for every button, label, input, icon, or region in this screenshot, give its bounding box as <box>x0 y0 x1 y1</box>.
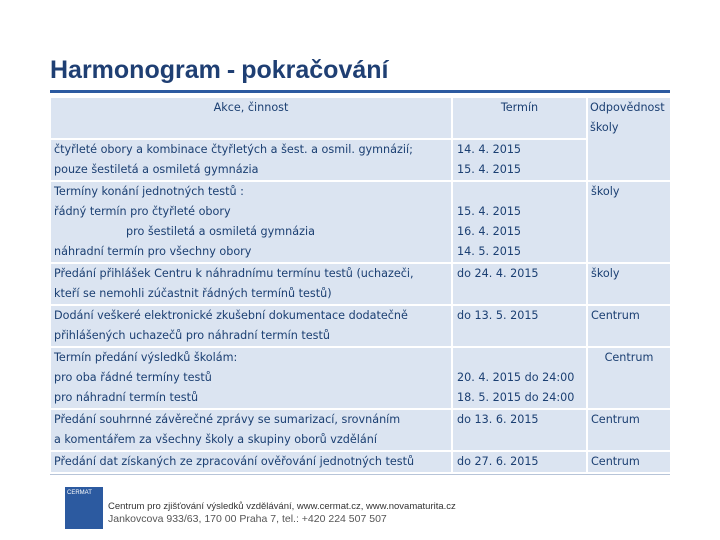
responsibility-cell: školy <box>588 182 670 262</box>
activity-cell: Předání dat získaných ze zpracování ověřování jednotných testů <box>51 452 451 472</box>
footer-line1: Centrum pro zjišťování výsledků vzdělávání, www.cermat.cz, www.novamaturita.cz <box>108 501 456 512</box>
table-row <box>51 140 670 180</box>
table-row <box>51 410 670 450</box>
logo-text: CERMAT <box>67 490 92 496</box>
title-bold: Harmonogram <box>50 56 221 84</box>
footer-line2: Jankovcova 933/63, 170 00 Praha 7, tel.: +420 224 507 507 <box>108 513 387 525</box>
footer-rule <box>50 474 670 475</box>
responsibility-cell: Centrum <box>588 348 670 408</box>
table-row <box>51 306 670 346</box>
activity-cell: Termíny konání jednotných testů : řádný termín pro čtyřleté obory pro šestiletá a osmiletá gymnázia náhradní termín pro všechny obory <box>51 182 451 262</box>
term-cell: do 13. 5. 2015 <box>453 306 586 346</box>
table-row <box>51 264 670 304</box>
term-cell: do 24. 4. 2015 <box>453 264 586 304</box>
activity-cell: Termín předání výsledků školám: pro oba řádné termíny testů pro náhradní termín testů <box>51 348 451 408</box>
schedule-table <box>49 96 672 474</box>
title-dash: - <box>226 56 236 84</box>
term-cell: do 13. 6. 2015 <box>453 410 586 450</box>
responsibility-cell: Centrum <box>588 410 670 450</box>
page-title <box>50 54 388 86</box>
term-cell: 14. 4. 2015 15. 4. 2015 <box>453 140 586 180</box>
table-row <box>51 182 670 262</box>
responsibility-cell: školy <box>588 264 670 304</box>
header-activity: Akce, činnost <box>51 98 451 138</box>
responsibility-cell: Centrum <box>588 452 670 472</box>
cermat-logo <box>65 487 103 529</box>
activity-cell: čtyřleté obory a kombinace čtyřletých a šest. a osmil. gymnázií; pouze šestiletá a osmiletá gymnázia <box>51 140 451 180</box>
activity-cell: Předání souhrnné závěrečné zprávy se sumarizací, srovnáním a komentářem za všechny školy a skupiny oborů vzdělání <box>51 410 451 450</box>
activity-cell: Dodání veškeré elektronické zkušební dokumentace dodatečně přihlášených uchazečů pro náhradní termín testů <box>51 306 451 346</box>
table-row <box>51 452 670 472</box>
activity-cell: Předání přihlášek Centru k náhradnímu termínu testů (uchazeči, kteří se nemohli zúčastnit řádných termínů testů) <box>51 264 451 304</box>
term-cell: 15. 4. 2015 16. 4. 2015 14. 5. 2015 <box>453 182 586 262</box>
title-rule <box>50 90 670 93</box>
responsibility-cell: Centrum <box>588 306 670 346</box>
term-cell: 20. 4. 2015 do 24:00 18. 5. 2015 do 24:00 <box>453 348 586 408</box>
header-responsibility-text: Odpovědnost školy <box>590 101 665 134</box>
table-header-row <box>51 98 670 138</box>
table-row <box>51 348 670 408</box>
footer-text <box>108 501 456 525</box>
header-responsibility <box>588 98 670 180</box>
term-cell: do 27. 6. 2015 <box>453 452 586 472</box>
header-term: Termín <box>453 98 586 138</box>
title-rest: pokračování <box>241 56 389 84</box>
